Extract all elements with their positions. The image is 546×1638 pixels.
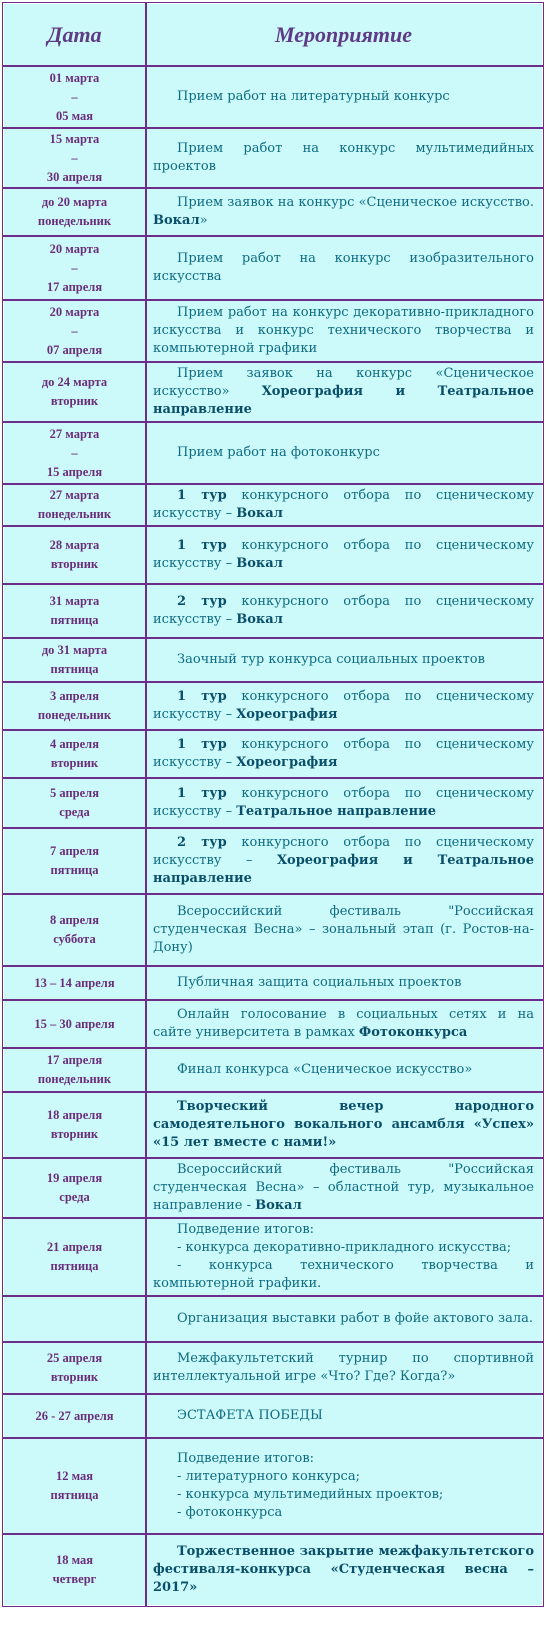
event-text-bold: Хореография и Театральное направление [153, 853, 534, 886]
table-row [3, 236, 543, 300]
event-text: Подведение итогов: [177, 1222, 315, 1237]
table-row [3, 422, 543, 484]
event-cell [146, 1048, 543, 1092]
header-event: Мероприятие [146, 3, 543, 66]
date-line: 27 марта [49, 488, 100, 502]
date-cell [3, 128, 146, 188]
table-row [3, 894, 543, 966]
event-text: - конкурса декоративно-прикладного искусства; [177, 1240, 512, 1255]
date-line: вторник [50, 1370, 99, 1384]
event-text: ЭСТАФЕТА ПОБЕДЫ [177, 1408, 323, 1423]
event-cell [146, 1296, 543, 1342]
date-line: пятница [50, 662, 99, 676]
date-line: пятница [50, 863, 99, 877]
table-row [3, 300, 543, 362]
table-row [3, 730, 543, 778]
table-row [3, 362, 543, 422]
event-text-bold: 1 тур [177, 488, 227, 503]
event-cell [146, 682, 543, 730]
event-cell [146, 422, 543, 484]
event-cell [146, 300, 543, 362]
event-text-bold: 2 тур [177, 835, 227, 850]
date-line: 18 апреля [46, 1108, 103, 1122]
date-line: 30 апреля [46, 169, 103, 184]
event-text: Прием работ на литературный конкурс [177, 89, 450, 104]
event-text: конкурсного отбора по сценическому искусству – [153, 835, 534, 868]
event-cell [146, 638, 543, 682]
event-text-bold: 1 тур [177, 538, 227, 553]
date-line: 18 мая [55, 1553, 94, 1567]
event-text-bold: Хореография [236, 755, 338, 770]
date-cell [3, 484, 146, 526]
date-line: вторник [50, 394, 99, 408]
event-cell [146, 128, 543, 188]
date-line: – [71, 323, 78, 338]
event-text: Организация выставки работ в фойе актового зала. [177, 1311, 533, 1326]
event-text-bold: Хореография и Театральное направление [153, 384, 534, 417]
event-text: Всероссийский фестиваль "Российская студенческая Весна» – областной тур, музыкальное направление - [153, 1162, 534, 1213]
event-cell [146, 1218, 543, 1296]
event-text: » [199, 213, 208, 228]
event-text: Прием заявок на конкурс «Сценическое искусство» [153, 366, 534, 399]
date-line: 20 марта [49, 241, 100, 256]
date-line: среда [59, 1190, 90, 1204]
table-row [3, 1342, 543, 1394]
date-cell [3, 1296, 146, 1342]
event-text-bold: Вокал [153, 213, 200, 228]
date-line: 7 апреля [50, 844, 99, 858]
date-line: 13 – 14 апреля [34, 975, 115, 990]
event-text: конкурсного отбора по сценическому искусству – [153, 538, 534, 571]
table-row [3, 1092, 543, 1158]
table-row [3, 1438, 543, 1534]
event-text-bold: Театральное направление [236, 804, 436, 819]
date-line: 26 - 27 апреля [35, 1408, 114, 1423]
event-cell [146, 1438, 543, 1534]
date-cell [3, 188, 146, 236]
table-row [3, 1394, 543, 1438]
event-text: конкурсного отбора по сценическому искусству – [153, 689, 534, 722]
event-cell [146, 894, 543, 966]
event-cell [146, 1158, 543, 1218]
event-cell [146, 526, 543, 584]
date-line: суббота [53, 932, 96, 946]
table-row [3, 682, 543, 730]
event-text: Всероссийский фестиваль "Российская студенческая Весна» – зональный этап (г. Ростов-на-Дону) [153, 904, 534, 955]
event-cell [146, 66, 543, 128]
date-line: понедельник [37, 507, 112, 521]
event-text-bold: Фотоконкурса [358, 1025, 468, 1040]
date-line: 15 апреля [46, 464, 103, 479]
date-cell [3, 682, 146, 730]
date-cell [3, 778, 146, 828]
date-line: 3 апреля [50, 689, 99, 703]
date-line: понедельник [37, 708, 112, 722]
table-row [3, 1158, 543, 1218]
event-cell [146, 1342, 543, 1394]
date-line: 25 апреля [46, 1351, 103, 1365]
event-text-bold: Вокал [236, 556, 283, 571]
table-row [3, 1048, 543, 1092]
event-cell [146, 730, 543, 778]
date-cell [3, 526, 146, 584]
event-text: Подведение итогов: [177, 1451, 315, 1466]
date-line: пятница [50, 1488, 99, 1502]
event-text: Прием работ на конкурс мультимедийных проектов [153, 141, 534, 174]
date-cell [3, 966, 146, 1000]
date-cell [3, 638, 146, 682]
event-text-bold: Вокал [255, 1198, 302, 1213]
date-line: 28 марта [49, 538, 100, 552]
date-cell [3, 1438, 146, 1534]
date-line: четверг [52, 1572, 97, 1586]
event-cell [146, 1394, 543, 1438]
date-line: 01 марта [49, 70, 100, 85]
table-row [3, 526, 543, 584]
table-row [3, 1218, 543, 1296]
date-line: 20 марта [49, 304, 100, 319]
date-cell [3, 1534, 146, 1606]
schedule-table [3, 3, 543, 1606]
date-cell [3, 1048, 146, 1092]
event-text: Межфакультетский турнир по спортивной интеллектуальной игре «Что? Где? Когда?» [153, 1351, 534, 1384]
date-line: 07 апреля [46, 342, 103, 357]
date-line: 4 апреля [50, 737, 99, 751]
event-cell [146, 236, 543, 300]
date-line: 05 мая [55, 108, 94, 123]
event-cell [146, 828, 543, 894]
event-text: - конкурса мультимедийных проектов; [177, 1487, 444, 1502]
date-cell [3, 584, 146, 638]
date-line: – [71, 150, 78, 165]
date-line: 21 апреля [46, 1240, 103, 1254]
event-text: конкурсного отбора по сценическому искусству – [153, 594, 534, 627]
event-text: Прием заявок на конкурс «Сценическое искусство. [177, 195, 534, 210]
event-cell [146, 584, 543, 638]
table-row [3, 1000, 543, 1048]
date-line: пятница [50, 1259, 99, 1273]
event-text: конкурсного отбора по сценическому искусству – [153, 737, 534, 770]
event-cell [146, 778, 543, 828]
date-line: вторник [50, 756, 99, 770]
event-cell [146, 188, 543, 236]
table-row [3, 584, 543, 638]
event-text: Заочный тур конкурса социальных проектов [177, 652, 485, 667]
date-line: вторник [50, 557, 99, 571]
schedule-body [3, 66, 543, 1606]
event-text-bold: Вокал [236, 506, 283, 521]
event-text: Прием работ на фотоконкурс [177, 445, 380, 460]
event-text: конкурсного отбора по сценическому искусству – [153, 786, 534, 819]
table-row [3, 188, 543, 236]
event-cell [146, 966, 543, 1000]
event-text: Онлайн голосование в социальных сетях и на сайте университета в рамках [153, 1007, 534, 1040]
table-row [3, 828, 543, 894]
header-row [3, 3, 543, 66]
date-cell [3, 1394, 146, 1438]
table-row [3, 778, 543, 828]
date-line: – [71, 89, 78, 104]
date-line: пятница [50, 613, 99, 627]
event-text: Прием работ на конкурс изобразительного искусства [153, 251, 534, 284]
event-text: - фотоконкурса [177, 1505, 283, 1520]
table-row [3, 1534, 543, 1606]
table-row [3, 128, 543, 188]
date-line: 15 – 30 апреля [34, 1016, 115, 1031]
date-line: 8 апреля [50, 913, 99, 927]
date-cell [3, 1158, 146, 1218]
date-line: понедельник [37, 1072, 112, 1086]
event-text-bold: Хореография [236, 707, 338, 722]
event-text: - литературного конкурса; [177, 1469, 360, 1484]
date-cell [3, 362, 146, 422]
date-line: – [71, 260, 78, 275]
table-row [3, 966, 543, 1000]
header-date: Дата [3, 3, 146, 66]
table-row [3, 638, 543, 682]
date-line: 12 мая [55, 1469, 94, 1483]
event-cell [146, 362, 543, 422]
date-line: вторник [50, 1127, 99, 1141]
event-text: Публичная защита социальных проектов [177, 975, 462, 990]
date-line: 5 апреля [50, 786, 99, 800]
event-text: конкурсного отбора по сценическому искусству – [153, 488, 534, 521]
event-text-bold: Творческий вечер народного самодеятельного вокального ансамбля «Успех» «15 лет вместе с нами!» [153, 1099, 534, 1150]
event-cell [146, 1092, 543, 1158]
date-line: – [71, 445, 78, 460]
event-text-bold: 1 тур [177, 689, 227, 704]
date-line: среда [59, 805, 90, 819]
event-text: - конкурса технического творчества и компьютерной графики. [153, 1258, 534, 1291]
event-text-bold: Вокал [236, 612, 283, 627]
date-line: 15 марта [49, 131, 100, 146]
date-line: 17 апреля [46, 279, 103, 294]
date-line: до 20 марта [41, 195, 108, 209]
date-cell [3, 1218, 146, 1296]
date-cell [3, 730, 146, 778]
date-line: 31 марта [49, 594, 100, 608]
date-cell [3, 236, 146, 300]
date-cell [3, 1000, 146, 1048]
date-cell [3, 1092, 146, 1158]
date-line: до 31 марта [41, 643, 108, 657]
date-cell [3, 300, 146, 362]
date-line: 19 апреля [46, 1171, 103, 1185]
date-cell [3, 894, 146, 966]
date-line: 27 марта [49, 426, 100, 441]
date-line: до 24 марта [41, 375, 108, 389]
event-text-bold: 1 тур [177, 786, 227, 801]
table-row [3, 66, 543, 128]
event-text-bold: 2 тур [177, 594, 227, 609]
event-cell [146, 1534, 543, 1606]
table-row [3, 1296, 543, 1342]
date-cell [3, 66, 146, 128]
date-cell [3, 828, 146, 894]
event-cell [146, 484, 543, 526]
event-text: Финал конкурса «Сценическое искусство» [177, 1062, 473, 1077]
date-cell [3, 1342, 146, 1394]
table-row [3, 484, 543, 526]
date-line: понедельник [37, 214, 112, 228]
event-text-bold: Торжественное закрытие межфакультетского фестиваля-конкурса «Студенческая весна – 2017» [153, 1544, 534, 1595]
date-line: 17 апреля [46, 1053, 103, 1067]
event-cell [146, 1000, 543, 1048]
event-text: Прием работ на конкурс декоративно-прикладного искусства и конкурс технического творчества и компьютерной графики [153, 305, 534, 356]
event-text-bold: 1 тур [177, 737, 227, 752]
date-cell [3, 422, 146, 484]
